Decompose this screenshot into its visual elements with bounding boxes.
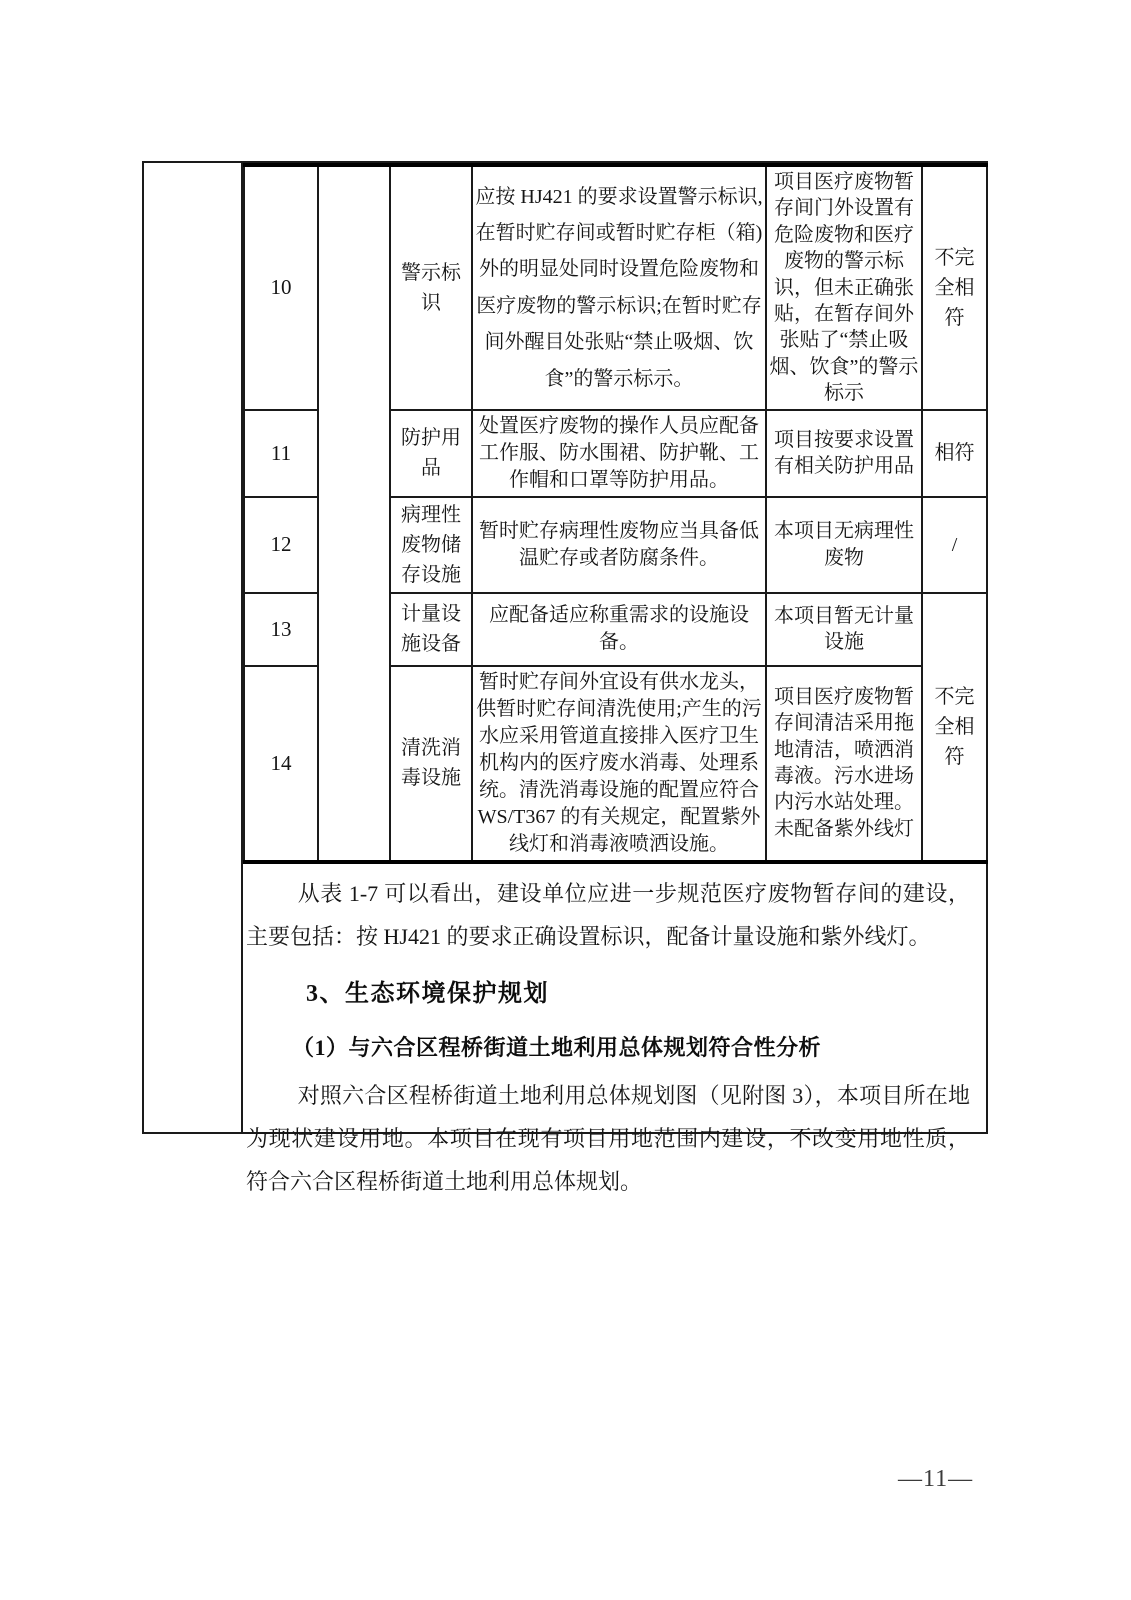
cell-row-number: 14 [244,666,318,862]
page-number: —11— [898,1466,974,1492]
cell-actual-situation: 项目医疗废物暂存间清洁采用拖地清洁，喷洒消毒液。污水进场内污水站处理。未配备紫外线灯 [766,666,922,862]
cell-category: 警示标识 [390,165,472,410]
cell-compliance-status-merged: 不完全相符 [922,593,987,862]
cell-compliance-status: / [922,497,987,593]
cell-category: 防护用品 [390,410,472,497]
cell-requirement: 应配备适应称重需求的设施设备。 [472,593,766,666]
cell-category: 清洗消毒设施 [390,666,472,862]
cell-compliance-status: 相符 [922,410,987,497]
cell-compliance-status: 不完全相符 [922,165,987,410]
cell-requirement: 应按 HJ421 的要求设置警示标识,在暂时贮存间或暂时贮存柜（箱)外的明显处同时设置危险废物和医疗废物的警示标识;在暂时贮存间外醒目处张贴“禁止吸烟、饮食”的警示标示。 [472,165,766,410]
cell-requirement: 暂时贮存病理性废物应当具备低温贮存或者防腐条件。 [472,497,766,593]
paragraph-land-use-analysis: 对照六合区程桥街道土地利用总体规划图（见附图 3），本项目所在地为现状建设用地。本项目在现有项目用地范围内建设，不改变用地性质，符合六合区程桥街道土地利用总体规划。 [246,1082,970,1194]
cell-actual-situation: 项目按要求设置有相关防护用品 [766,410,922,497]
form-content-area [243,163,986,1194]
cell-empty-merged-column [318,165,390,862]
cell-actual-situation: 本项目无病理性废物 [766,497,922,593]
cell-requirement: 暂时贮存间外宜设有供水龙头，供暂时贮存间清洗使用;产生的污水应采用管道直接排入医疗卫生机构内的医疗废水消毒、处理系统。清洗消毒设施的配置应符合 WS/T367 的有关规定，配置紫外线灯和消毒液喷洒设施。 [472,666,766,862]
form-left-margin-column [144,163,243,1132]
cell-actual-situation: 项目医疗废物暂存间门外设置有危险废物和医疗废物的警示标识，但未正确张贴，在暂存间外张贴了“禁止吸烟、饮食”的警示标示 [766,165,922,410]
cell-requirement: 处置医疗废物的操作人员应配备工作服、防水围裙、防护靴、工作帽和口罩等防护用品。 [472,410,766,497]
heading-subsection-1: （1）与六合区程桥街道土地利用总体规划符合性分析 [292,1034,822,1060]
table-row [244,165,987,410]
paragraph-table-conclusion: 从表 1-7 可以看出，建设单位应进一步规范医疗废物暂存间的建设，主要包括：按 HJ421 的要求正确设置标识，配备计量设施和紫外线灯。 [246,880,970,949]
text-block [243,864,986,1203]
cell-category: 计量设施设备 [390,593,472,666]
heading-section-3: 3、生态环境保护规划 [306,980,549,1007]
form-frame [142,161,988,1194]
cell-row-number: 11 [244,410,318,497]
cell-actual-situation: 本项目暂无计量设施 [766,593,922,666]
cell-row-number: 13 [244,593,318,666]
compliance-table [243,163,988,864]
cell-row-number: 10 [244,165,318,410]
cell-category: 病理性废物储存设施 [390,497,472,593]
cell-row-number: 12 [244,497,318,593]
